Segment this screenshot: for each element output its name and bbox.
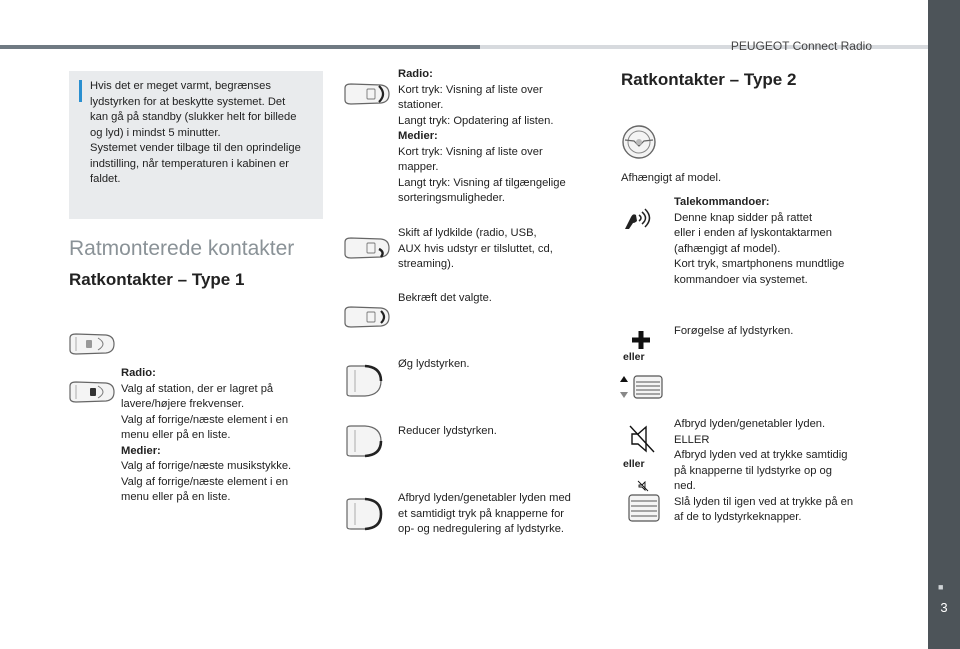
type1-heading: Ratkontakter – Type 1 <box>69 270 245 289</box>
text-line: AUX hvis udstyr er tilsluttet, cd, <box>398 242 553 255</box>
type1-media-label: Medier: <box>121 444 161 457</box>
next-page-marker: ■ <box>938 582 944 592</box>
middle-voldown-text: Reducer lydstyrken. <box>398 425 497 437</box>
volume-down-stalk-icon <box>345 424 385 458</box>
text-line: streaming). <box>398 258 454 270</box>
header-rule-dark <box>0 45 480 49</box>
text-line: Skift af lydkilde (radio, USB, <box>398 227 537 239</box>
note-line: kan gå på standby (slukker helt for billede <box>90 111 297 123</box>
text-line: ELLER <box>674 433 710 446</box>
text-line: Valg af forrige/næste element i en <box>121 475 289 488</box>
text-line: Slå lyden til igen ved at trykke på en <box>674 495 854 508</box>
type1-radio-label: Radio: <box>121 367 156 379</box>
middle-mute-text <box>398 491 593 538</box>
text-line: Langt tryk: Opdatering af listen. <box>398 114 554 127</box>
middle-radio-text <box>398 67 588 207</box>
middle-confirm-text: Bekræft det valgte. <box>398 292 492 304</box>
middle-volup-text: Øg lydstyrken. <box>398 358 470 370</box>
volume-up-stalk-icon <box>345 364 385 398</box>
text-line: kommandoer via systemet. <box>674 273 808 286</box>
stalk-radio-list-icon <box>343 82 391 106</box>
middle-media-label: Medier: <box>398 130 438 142</box>
or-label: eller <box>623 458 645 470</box>
text-line: ned. <box>674 480 696 492</box>
text-line: på knapperne til lydstyrke op og <box>674 464 832 477</box>
note-line: Hvis det er meget varmt, begrænses <box>90 80 271 92</box>
text-line: eller i enden af lyskontaktarmen <box>674 227 832 239</box>
text-line: Valg af forrige/næste element i en <box>121 413 289 426</box>
volume-button-up-icon <box>620 374 664 400</box>
text-line: Kort tryk, smartphonens mundtlige <box>674 258 845 270</box>
note-line: faldet. <box>90 173 121 185</box>
type2-mute-text <box>674 417 874 526</box>
or-label: eller <box>623 351 645 363</box>
text-line: lavere/højere frekvenser. <box>121 398 245 410</box>
type2-voice-text <box>674 195 874 288</box>
text-line: sorteringsmuligheder. <box>398 192 505 204</box>
middle-radio-label: Radio: <box>398 68 433 80</box>
text-line: et samtidigt tryk på knapperne for <box>398 507 565 520</box>
mute-speaker-icon <box>628 424 656 454</box>
type2-volup-text: Forøgelse af lydstyrken. <box>674 325 794 337</box>
text-line: op- og nedregulering af lydstyrke. <box>398 523 565 535</box>
text-line: Kort tryk: Visning af liste over <box>398 145 543 158</box>
text-line: stationer. <box>398 99 444 111</box>
middle-source-text <box>398 226 588 273</box>
section-title: Ratmonterede kontakter <box>69 237 295 260</box>
stalk-confirm-icon <box>343 305 391 329</box>
mute-volume-button-icon <box>627 479 661 523</box>
text-line: Valg af forrige/næste musikstykke. <box>121 460 292 472</box>
info-marker-icon <box>79 80 82 102</box>
note-line: og lyd) i mindst 5 minutter. <box>90 126 221 139</box>
text-line: Denne knap sidder på rattet <box>674 211 813 224</box>
note-line: indstilling, når temperaturen i kabinen er <box>90 157 289 170</box>
plus-icon <box>631 330 651 350</box>
page-number: 3 <box>940 600 948 615</box>
type1-radio-text <box>121 366 331 506</box>
side-band <box>928 0 960 649</box>
type2-model-note: Afhængigt af model. <box>621 172 722 184</box>
header-title: PEUGEOT Connect Radio <box>730 39 872 53</box>
text-line: Kort tryk: Visning af liste over <box>398 83 543 96</box>
mute-stalk-icon <box>345 497 385 531</box>
text-line: Afbryd lyden/genetabler lyden med <box>398 492 571 504</box>
stalk-seek-icon <box>68 380 116 404</box>
text-line: menu eller på en liste. <box>121 429 231 441</box>
note-text <box>90 79 322 188</box>
text-line: Valg af station, der er lagret på <box>121 382 274 395</box>
steering-wheel-icon <box>621 124 657 160</box>
text-line: (afhængigt af model). <box>674 242 781 255</box>
text-line: af de to lydstyrkeknapper. <box>674 511 802 523</box>
stalk-source-icon <box>343 236 391 260</box>
text-line: Afbryd lyden/genetabler lyden. <box>674 418 826 430</box>
text-line: mapper. <box>398 161 439 173</box>
note-line: lydstyrken for at beskytte systemet. Det <box>90 95 286 108</box>
stalk-switch-icon <box>68 332 116 356</box>
voice-command-icon <box>623 205 653 231</box>
type2-heading: Ratkontakter – Type 2 <box>621 70 797 89</box>
text-line: Langt tryk: Visning af tilgængelige <box>398 176 566 189</box>
voice-label: Talekommandoer: <box>674 196 770 208</box>
text-line: Afbryd lyden ved at trykke samtidig <box>674 449 848 461</box>
note-line: Systemet vender tilbage til den oprindelige <box>90 142 301 154</box>
text-line: menu eller på en liste. <box>121 491 231 503</box>
